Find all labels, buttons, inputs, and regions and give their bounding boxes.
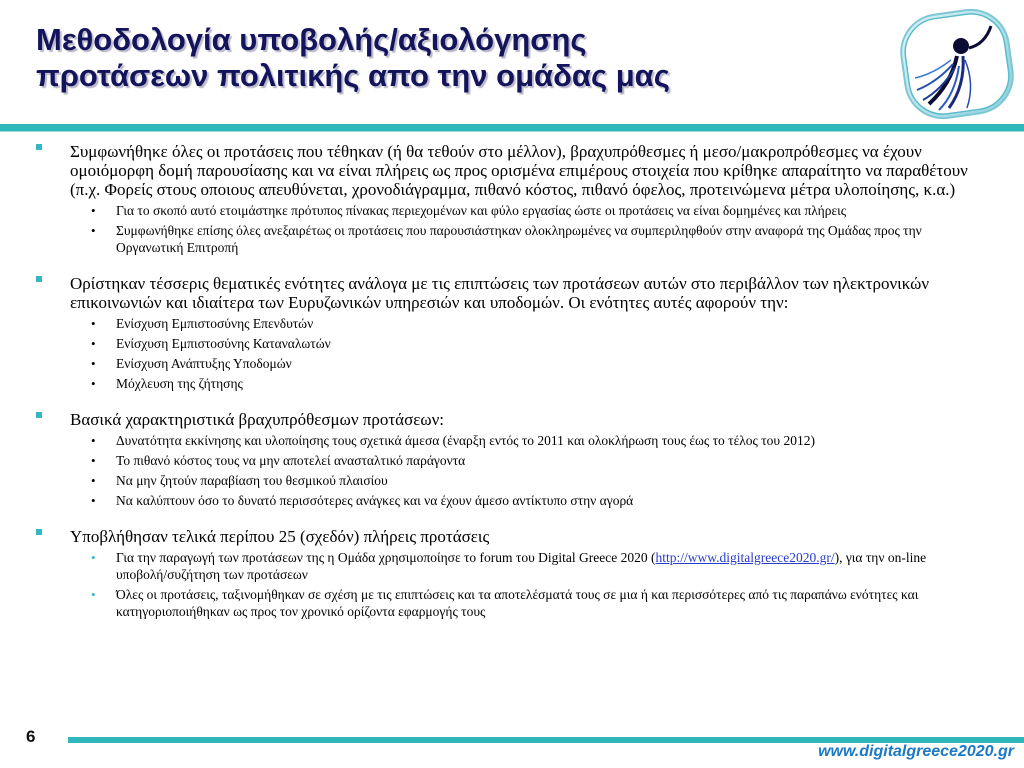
forum-link[interactable]: http://www.digitalgreece2020.gr/ (655, 550, 835, 565)
footer-url[interactable]: www.digitalgreece2020.gr (818, 743, 1014, 760)
bullet-level-1 (36, 142, 976, 199)
bullet-text: Συμφωνήθηκε όλες οι προτάσεις που τέθηκαν (ή θα τεθούν στο μέλλον), βραχυπρόθεσμες ή μεσο/μακροπρόθεσμες να έχουν ομοιόμορφη δομή παρουσίασης και να είναι πλήρεις ως προς ορισμένα επιμέρους στοιχεία που κρίθηκε απαραίτητο να παραθέτουν (π.χ. Φορείς στους οποιους απευθύνεται, χρονοδιάγραμμα, πιθανό κόστος, πιθανό όφελος, προτεινώμενα μέτρα υλοποίησης, κ.α.) (70, 142, 968, 199)
bullet-level-1 (36, 410, 976, 429)
slide-title-line-2: προτάσεων πολιτικής απο την ομάδας μας (36, 58, 670, 93)
bullet-text: Το πιθανό κόστος τους να μην αποτελεί ανασταλτικό παράγοντα (116, 453, 466, 468)
bullet-level-2 (36, 472, 976, 489)
bullet-level-1 (36, 274, 976, 312)
bullet-text: Για το σκοπό αυτό ετοιμάστηκε πρότυπος πίνακας περιεχομένων και φύλο εργασίας ώστε οι προτάσεις να είναι δομημένες και πλήρεις (116, 203, 847, 218)
square-bullet-icon (36, 412, 42, 418)
slide-title (36, 22, 670, 94)
dot-bullet-icon: • (91, 493, 96, 508)
bullet-level-2 (36, 375, 976, 392)
square-bullet-icon (36, 144, 42, 150)
dot-bullet-icon: • (91, 316, 96, 331)
slide-title-line-1: Μεθοδολογία υποβολής/αξιολόγησης (36, 22, 587, 57)
dot-bullet-icon: • (91, 550, 96, 565)
dot-bullet-icon: • (91, 223, 96, 238)
square-bullet-icon (36, 276, 42, 282)
bullet-text: Ορίστηκαν τέσσερις θεματικές ενότητες ανάλογα με τις επιπτώσεις των προτάσεων αυτών στο περιβάλλον των ηλεκτρονικών επικοινωνιών και ιδιαίτερα των Ευρυζωνικών υπηρεσιών και υποδομών. Οι ενότητες αυτές αφορούν την: (70, 274, 930, 312)
dot-bullet-icon: • (91, 453, 96, 468)
slide-content (36, 142, 976, 638)
bullet-level-2 (36, 335, 976, 352)
section-1 (36, 142, 976, 256)
bullet-text: Υποβλήθησαν τελικά περίπου 25 (σχεδόν) πλήρεις προτάσεις (70, 527, 490, 546)
dot-bullet-icon: • (91, 356, 96, 371)
bullet-level-2 (36, 432, 976, 449)
bullet-level-2 (36, 452, 976, 469)
bullet-text-before-link: Για την παραγωγή των προτάσεων της η Ομάδα χρησιμοποίησε το forum του Digital Greece 2020 ( (116, 550, 656, 565)
dot-bullet-icon: • (91, 433, 96, 448)
bullet-text: Ενίσχυση Εμπιστοσύνης Καταναλωτών (116, 336, 331, 351)
bullet-level-2 (36, 355, 976, 372)
bullet-text: Συμφωνήθηκε επίσης όλες ανεξαιρέτως οι προτάσεις που παρουσιάστηκαν ολοκληρωμένες να συμπεριληφθούν στην αναφορά της Ομάδας προς την Οργανωτική Επιτροπή (116, 223, 922, 255)
bullet-level-2 (36, 315, 976, 332)
top-divider-shadow (0, 131, 1024, 132)
bullet-text: Να μην ζητούν παραβίαση του θεσμικού πλαισίου (116, 473, 388, 488)
bullet-text: Ενίσχυση Εμπιστοσύνης Επενδυτών (116, 316, 314, 331)
bullet-level-1 (36, 527, 976, 546)
square-bullet-icon (36, 529, 42, 535)
bullet-text: Βασικά χαρακτηριστικά βραχυπρόθεσμων προτάσεων: (70, 410, 444, 429)
bullet-text: Όλες οι προτάσεις, ταξινομήθηκαν σε σχέση με τις επιπτώσεις και τα αποτελέσματά τους σε μια ή και περισσότερες από τις παραπάνω ενότητες και κατηγοριοποιήθηκαν ως προς τον χρονικό ορίζοντα εφαρμογής τους (116, 587, 919, 619)
bullet-level-2 (36, 222, 976, 256)
bullet-level-2 (36, 492, 976, 509)
bullet-text: Να καλύπτουν όσο το δυνατό περισσότερες ανάγκες και να έχουν άμεσο αντίκτυπο στην αγορά (116, 493, 634, 508)
bullet-text: Δυνατότητα εκκίνησης και υλοποίησης τους σχετικά άμεσα (έναρξη εντός το 2011 και ολοκλήρωση τους έως το τέλος του 2012) (116, 433, 815, 448)
bullet-level-2 (36, 202, 976, 219)
bullet-level-2 (36, 586, 976, 620)
dot-bullet-icon: • (91, 203, 96, 218)
bullet-level-2 (36, 549, 976, 583)
dot-bullet-icon: • (91, 376, 96, 391)
dot-bullet-icon: • (91, 587, 96, 602)
digital-greece-logo-icon (893, 4, 1021, 124)
bullet-text-after-link: ), για την on-line υποβολή/συζήτηση των προτάσεων (116, 550, 927, 582)
bullet-text: Μόχλευση της ζήτησης (116, 376, 243, 391)
bullet-text: Ενίσχυση Ανάπτυξης Υποδομών (116, 356, 292, 371)
page-number: 6 (26, 727, 36, 746)
dot-bullet-icon: • (91, 473, 96, 488)
top-divider (0, 124, 1024, 131)
section-3 (36, 410, 976, 509)
dot-bullet-icon: • (91, 336, 96, 351)
section-2 (36, 274, 976, 392)
section-4 (36, 527, 976, 620)
